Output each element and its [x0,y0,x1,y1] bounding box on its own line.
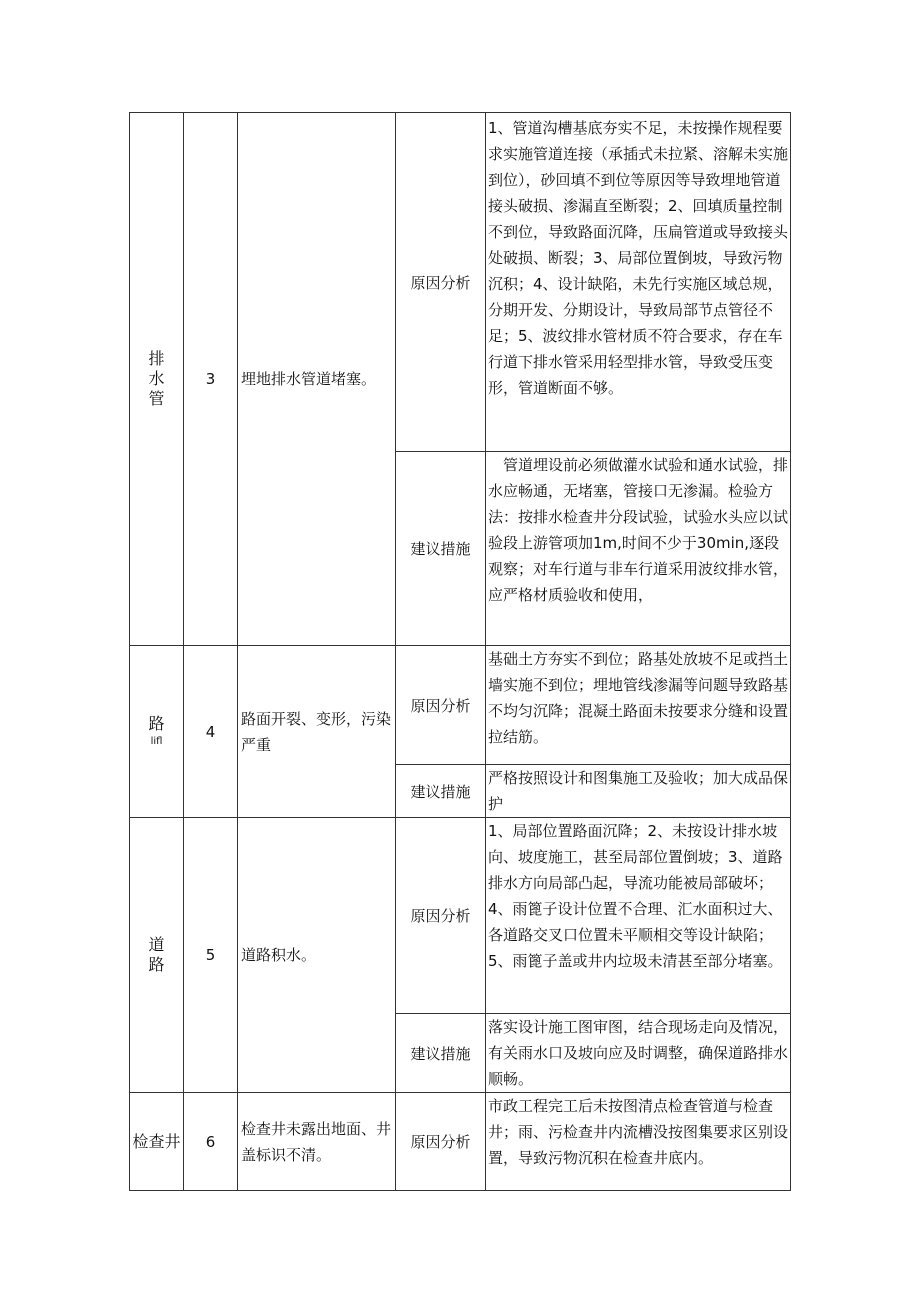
category-cell [130,818,184,1093]
cause-paragraph: 1、局部位置路面沉降；2、未按设计排水坡向、坡度施工，甚至局部位置倒坡；3、道路排水方向局部凸起，导流功能被局部破坏；4、雨篦子设计位置不合理、汇水面积过大、各道路交叉口位置未平顺相交等设计缺陷；5、雨篦子盖或井内垃圾未清甚至部分堵塞。 [488,822,783,970]
cause-text [486,1093,791,1191]
item-number: 5 [184,818,238,1093]
cause-paragraph: 1、管道沟槽基底夯实不足，未按操作规程要求实施管道连接（承插式未拉紧、溶解未实施到位），砂回填不到位等原因等导致埋地管道接头破损、渗漏直至断裂；2、回填质量控制不到位，导致路面沉降，压扁管道或导致接头处破损、断裂；3、局部位置倒坡，导致污物沉积；4、设计缺陷，未先行实施区域总规，分期开发、分期设计，导致局部节点管径不足；5、波纹排水管材质不符合要求，存在车行道下排水管采用轻型排水管，导致受压变形，管道断面不够。 [488,119,789,397]
cause-label: 原因分析 [396,818,486,1014]
table-row [130,1093,791,1191]
category-subtext: lifl [150,735,163,747]
cause-label: 原因分析 [396,1093,486,1191]
category-char: 道 [148,935,165,954]
problem-description: 检查井未露出地面、井盖标识不清。 [238,1093,396,1191]
cause-label: 原因分析 [396,113,486,452]
measure-label: 建议措施 [396,452,486,646]
cause-text [486,113,791,452]
item-number: 4 [184,646,238,818]
measure-paragraph: 落实设计施工图审图，结合现场走向及情况，有关雨水口及坡向应及时调整，确保道路排水顺畅。 [488,1018,789,1088]
measure-paragraph: 管道埋设前必须做灌水试验和通水试验，排水应畅通，无堵塞，管接口无渗漏。检验方法：按排水检查井分段试验，试验水头应以试验段上游管项加1m,时间不少于30min,逐段观察；对车行道与非车行道采用波纹排水管，应严格材质验收和使用， [488,456,789,604]
cause-paragraph: 基础土方夯实不到位；路基处放坡不足或挡土墙实施不到位；埋地管线渗漏等问题导致路基不均匀沉降；混凝土路面未按要求分缝和设置拉结筋。 [488,650,789,746]
item-number: 3 [184,113,238,646]
category-char: 路 [148,955,165,974]
measure-label: 建议措施 [396,765,486,818]
category-char: 路 [148,713,165,733]
category-char: 水 [148,369,165,388]
cause-text [486,646,791,765]
quality-issue-table [129,112,791,1191]
category-char: 排 [148,349,165,368]
table-row [130,113,791,452]
problem-description: 道路积水。 [238,818,396,1093]
category-char: 管 [148,389,165,408]
measure-text [486,765,791,818]
cause-label: 原因分析 [396,646,486,765]
problem-description: 路面开裂、变形，污染严重 [238,646,396,818]
measure-label: 建议措施 [396,1014,486,1093]
item-number: 6 [184,1093,238,1191]
category-cell [130,1093,184,1191]
measure-text [486,452,791,646]
measure-paragraph: 严格按照设计和图集施工及验收；加大成品保护 [488,769,789,813]
table-row [130,818,791,1014]
cause-text [486,818,791,1014]
measure-text [486,1014,791,1093]
category-char: 检查井 [132,1131,181,1151]
table-row [130,646,791,765]
category-cell [130,646,184,818]
category-cell [130,113,184,646]
cause-paragraph: 市政工程完工后未按图清点检查管道与检查井；雨、污检查井内流槽没按图集要求区别设置，导致污物沉积在检查井底内。 [488,1097,789,1167]
problem-description: 埋地排水管道堵塞。 [238,113,396,646]
